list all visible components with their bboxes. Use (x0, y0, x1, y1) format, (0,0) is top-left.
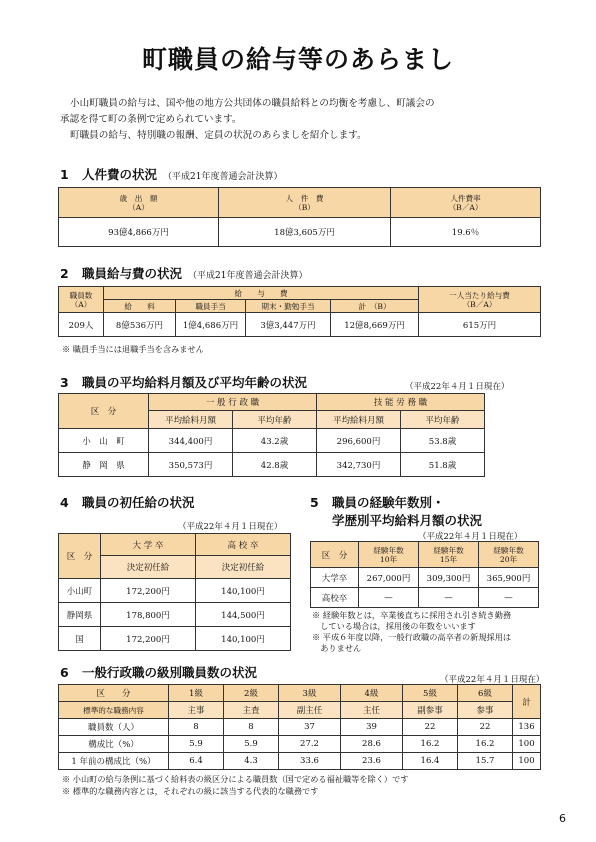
table-cell: 12億8,669万円 (331, 313, 419, 337)
header-cell (391, 188, 541, 218)
footnote: ※ 職員手当には退職手当を含みません (62, 344, 204, 354)
personnel-cost-table (58, 187, 541, 247)
section-number: 5 (310, 495, 319, 510)
intro-text (60, 96, 530, 144)
table-cell: 267,000円 (359, 568, 419, 588)
starting-salary-table (58, 533, 291, 651)
header-cell: 区 分 (59, 685, 169, 702)
table-cell: 4.3 (224, 753, 279, 770)
as-of-date: （平成22年４月１日現在） (405, 382, 510, 392)
table-cell: 28.6 (341, 736, 403, 753)
section-2-heading (60, 264, 307, 282)
header-cell: 副主任 (279, 702, 341, 719)
as-of-date: （平成22年４月１日現在） (440, 675, 545, 685)
header-cell: 4級 (341, 685, 403, 702)
as-of-date: （平成22年４月１日現在） (418, 532, 523, 542)
header-cell: 主事 (169, 702, 224, 719)
header-cell: 主任 (341, 702, 403, 719)
table-cell: 6.4 (169, 753, 224, 770)
row-label: 国 (59, 627, 101, 651)
header-cell: 平均給料月額 (317, 411, 401, 429)
row-label: 1 年前の構成比（%） (59, 753, 169, 770)
section-number: 3 (60, 375, 69, 390)
table-cell: 144,500円 (196, 603, 291, 627)
header-cell: 平均年齢 (233, 411, 317, 429)
section-title-line-1: 職員の経験年数別・ (332, 495, 445, 510)
section-number: 2 (60, 266, 69, 281)
table-cell: 1億4,686万円 (176, 313, 246, 337)
table-cell: 42.8歳 (233, 453, 317, 477)
header-line: （A） (70, 299, 92, 309)
table-cell: 5.9 (169, 736, 224, 753)
footnote: ※ 小山町の給与条例に基づく給料表の級区分による職員数（国で定める福祉職等を除く）です (62, 774, 409, 784)
table-cell: 344,400円 (149, 429, 233, 453)
section-4-heading (60, 493, 195, 511)
section-3-heading (60, 373, 307, 391)
header-cell: 区 分 (59, 394, 149, 429)
header-cell: 3級 (279, 685, 341, 702)
header-cell: 一 般 行 政 職 (149, 394, 317, 411)
table-cell: 18億3,605万円 (219, 218, 391, 247)
table-cell: 37 (279, 719, 341, 736)
header-cell: 計 （B） (331, 300, 419, 313)
section-title: 一般行政職の級別職員数の状況 (82, 665, 258, 680)
section-title: 人件費の状況 (82, 167, 158, 182)
header-cell: 標準的な職務内容 (59, 702, 169, 719)
header-cell (219, 188, 391, 218)
table-cell: 172,200円 (101, 627, 196, 651)
header-line: 20年 (499, 554, 518, 564)
header-line: 15年 (439, 554, 458, 564)
table-cell: 5.9 (224, 736, 279, 753)
table-cell: 53.8歳 (401, 429, 485, 453)
table-cell: 615万円 (419, 313, 541, 337)
table-cell: 365,900円 (479, 568, 539, 588)
footnote: している場合は，採用後の年数をいいます (312, 621, 476, 631)
header-cell: 5級 (403, 685, 458, 702)
section-number: 1 (60, 167, 69, 182)
intro-paragraph-1a: 小山町職員の給与は、国や他の地方公共団体の職員給料との均衡を考慮し、町議会の (70, 98, 435, 109)
row-label: 小 山 町 (59, 429, 149, 453)
table-cell: — (479, 588, 539, 608)
footnote-block (312, 610, 511, 654)
header-line: （B／A） (448, 202, 483, 212)
page-number: 6 (559, 812, 566, 825)
table-cell: 19.6％ (391, 218, 541, 247)
header-cell: 区 分 (59, 534, 101, 579)
table-cell: 16.2 (403, 736, 458, 753)
table-cell: 172,200円 (101, 579, 196, 603)
table-cell: 140,100円 (196, 627, 291, 651)
header-cell: 給 与 費 (104, 287, 419, 300)
table-cell: 209人 (59, 313, 104, 337)
header-line: 人 件 費 (285, 193, 324, 203)
section-5-heading-line-2: 学歴別平均給料月額の状況 (332, 513, 483, 528)
row-label: 職員数（人） (59, 719, 169, 736)
header-cell: 1級 (169, 685, 224, 702)
footnote: ※ 平成６年度以降，一般行政職の高卒者の新規採用は (312, 632, 512, 642)
table-cell: 350,573円 (149, 453, 233, 477)
row-label: 静岡県 (59, 603, 101, 627)
footnote: ※ 経験年数とは，卒業後直ちに採用され引き続き勤務 (312, 610, 512, 620)
header-cell: 6級 (458, 685, 513, 702)
section-title: 職員給与費の状況 (82, 266, 183, 281)
footnote: ※ 標準的な職務内容とは，それぞれの級に該当する代表的な職務です (62, 786, 319, 796)
section-6-heading (60, 663, 257, 681)
table-cell: 178,800円 (101, 603, 196, 627)
intro-paragraph-2: 町職員の給与、特別職の報酬、定員の状況のあらましを紹介します。 (70, 130, 367, 141)
section-number: 6 (60, 665, 69, 680)
header-line: 経験年数 (373, 545, 404, 555)
table-cell: 16.2 (458, 736, 513, 753)
row-label: 静 岡 県 (59, 453, 149, 477)
intro-paragraph-1b: 承認を得て町の条例で定められています。 (60, 114, 242, 125)
table-cell: 43.2歳 (233, 429, 317, 453)
header-cell: 給 料 (104, 300, 176, 313)
table-cell: 93億4,866万円 (59, 218, 219, 247)
table-cell: 33.6 (279, 753, 341, 770)
table-cell: — (359, 588, 419, 608)
header-cell: 大 学 卒 (101, 534, 196, 556)
table-cell: 15.7 (458, 753, 513, 770)
header-cell: 平均年齢 (401, 411, 485, 429)
row-label: 大学卒 (311, 568, 359, 588)
header-cell: 決定初任給 (101, 556, 196, 579)
section-5-heading (310, 493, 445, 511)
table-cell: 100 (513, 736, 541, 753)
header-line: 歳 出 額 (119, 193, 158, 203)
header-cell: 期末・勤勉手当 (246, 300, 331, 313)
section-title: 職員の平均給料月額及び平均年齢の状況 (82, 375, 308, 390)
table-cell: 8 (224, 719, 279, 736)
table-cell: 3億3,447万円 (246, 313, 331, 337)
header-cell: 平均給料月額 (149, 411, 233, 429)
table-cell: 22 (458, 719, 513, 736)
table-cell: 39 (341, 719, 403, 736)
table-cell: 23.6 (341, 753, 403, 770)
table-cell: 27.2 (279, 736, 341, 753)
table-cell: 22 (403, 719, 458, 736)
table-cell: 100 (513, 753, 541, 770)
table-cell: 309,300円 (419, 568, 479, 588)
header-cell: 高 校 卒 (196, 534, 291, 556)
header-line: （A） (128, 202, 149, 212)
section-title: 職員の初任給の状況 (82, 495, 195, 510)
header-cell: 決定初任給 (196, 556, 291, 579)
table-cell: 8億536万円 (104, 313, 176, 337)
header-line: （B） (294, 202, 315, 212)
header-line: （B／A） (462, 299, 497, 309)
header-line: 一人当たり給与費 (449, 290, 510, 300)
header-cell (59, 188, 219, 218)
header-line: 経験年数 (493, 545, 524, 555)
footnote-block (62, 773, 408, 797)
header-cell (359, 542, 419, 568)
table-cell: 296,600円 (317, 429, 401, 453)
table-cell: 136 (513, 719, 541, 736)
header-cell (59, 287, 104, 313)
table-cell: 8 (169, 719, 224, 736)
page-title: 町職員の給与等のあらまし (141, 45, 454, 74)
header-cell (419, 287, 541, 313)
header-line: 10年 (379, 554, 398, 564)
header-cell: 主査 (224, 702, 279, 719)
row-label: 小山町 (59, 579, 101, 603)
section-subtitle: （平成21年度普通会計決算） (163, 172, 283, 182)
row-label: 高校卒 (311, 588, 359, 608)
table-cell: — (419, 588, 479, 608)
header-cell: 技 能 労 務 職 (317, 394, 485, 411)
row-label: 構成比（%） (59, 736, 169, 753)
header-cell (419, 542, 479, 568)
experience-salary-table (310, 541, 539, 608)
footnote: ありません (312, 643, 362, 653)
table-cell: 140,100円 (196, 579, 291, 603)
average-salary-table (58, 393, 485, 477)
header-cell: 副参事 (403, 702, 458, 719)
header-line: 人件費率 (450, 193, 481, 203)
grade-staff-table (58, 684, 541, 770)
header-cell: 職員手当 (176, 300, 246, 313)
header-cell: 区 分 (311, 542, 359, 568)
header-cell: 2級 (224, 685, 279, 702)
header-cell: 参事 (458, 702, 513, 719)
header-cell (479, 542, 539, 568)
table-cell: 51.8歳 (401, 453, 485, 477)
section-1-heading (60, 165, 282, 183)
table-cell: 16.4 (403, 753, 458, 770)
header-cell: 計 (513, 685, 541, 719)
header-line: 経験年数 (433, 545, 464, 555)
header-line: 職員数 (69, 290, 93, 300)
section-number: 4 (60, 495, 69, 510)
section-subtitle: （平成21年度普通会計決算） (188, 271, 308, 281)
as-of-date: （平成22年４月１日現在） (178, 522, 283, 532)
salary-cost-table (58, 286, 541, 337)
table-cell: 342,730円 (317, 453, 401, 477)
